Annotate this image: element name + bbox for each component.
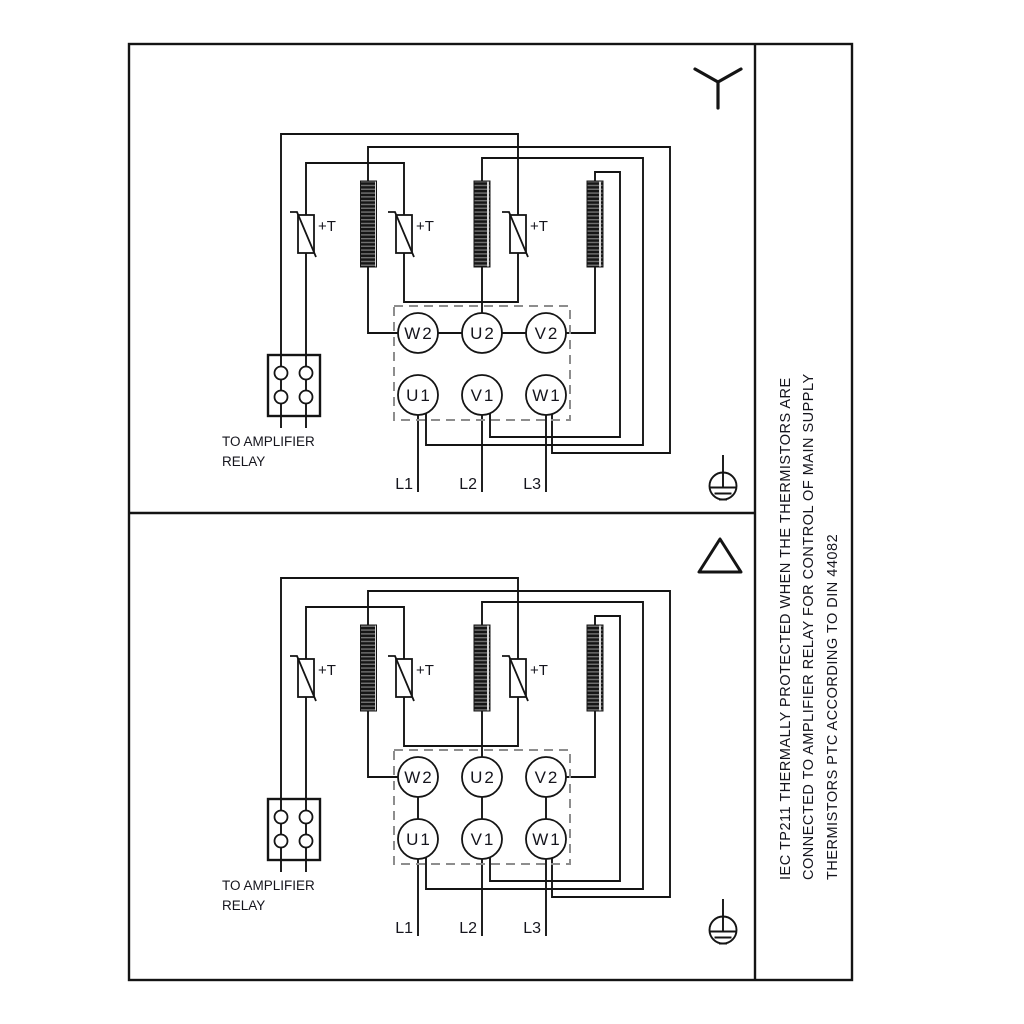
delta-icon — [699, 539, 741, 572]
thermistor-label: +T — [530, 218, 548, 235]
thermistor-symbol — [290, 212, 336, 257]
svg-text:V2: V2 — [534, 324, 560, 343]
relay-caption-line2: RELAY — [222, 898, 266, 913]
winding-coil-v — [587, 181, 603, 267]
terminal-u1 — [398, 375, 438, 415]
svg-text:W1: W1 — [532, 830, 562, 849]
supply-line-l1: L1 — [395, 476, 413, 493]
supply-line-l1: L1 — [395, 920, 413, 937]
thermistor-symbol — [388, 656, 434, 701]
terminal-w2 — [398, 757, 438, 797]
svg-text:W1: W1 — [532, 386, 562, 405]
thermistor-symbol — [502, 656, 548, 701]
protective-earth-icon — [710, 455, 737, 500]
svg-text:W2: W2 — [404, 768, 434, 787]
terminal-v1 — [462, 819, 502, 859]
terminal-v2 — [526, 313, 566, 353]
winding-coil-v — [587, 625, 603, 711]
winding-coil-w — [361, 625, 377, 711]
terminal-w1 — [526, 819, 566, 859]
relay-caption-line1: TO AMPLIFIER — [222, 878, 315, 893]
star-icon — [695, 69, 741, 108]
svg-text:U1: U1 — [406, 386, 432, 405]
winding-coil-u — [474, 181, 490, 267]
thermistor-label: +T — [318, 662, 336, 679]
thermistor-label: +T — [416, 218, 434, 235]
thermistor-symbol — [502, 212, 548, 257]
relay-caption-line1: TO AMPLIFIER — [222, 434, 315, 449]
svg-text:U2: U2 — [470, 324, 496, 343]
thermistor-label: +T — [530, 662, 548, 679]
thermistor-symbol — [388, 212, 434, 257]
supply-line-l3: L3 — [523, 476, 541, 493]
supply-line-l3: L3 — [523, 920, 541, 937]
svg-text:V2: V2 — [534, 768, 560, 787]
thermistor-label: +T — [416, 662, 434, 679]
supply-line-l2: L2 — [459, 920, 477, 937]
svg-text:V1: V1 — [470, 386, 496, 405]
side-note — [778, 373, 841, 880]
terminal-u2 — [462, 757, 502, 797]
supply-line-l2: L2 — [459, 476, 477, 493]
terminal-v1 — [462, 375, 502, 415]
delta-connection-diagram — [222, 539, 741, 944]
svg-text:U2: U2 — [470, 768, 496, 787]
terminal-w1 — [526, 375, 566, 415]
relay-caption-line2: RELAY — [222, 454, 266, 469]
svg-text:V1: V1 — [470, 830, 496, 849]
protective-earth-icon — [710, 899, 737, 944]
winding-coil-w — [361, 181, 377, 267]
terminal-v2 — [526, 757, 566, 797]
star-connection-diagram — [222, 69, 741, 500]
side-note-line2: CONNECTED TO AMPLIFIER RELAY FOR CONTROL OF MAIN SUPPLY — [801, 373, 817, 880]
side-note-line1: IEC TP211 THERMALLY PROTECTED WHEN THE THERMISTORS ARE — [778, 377, 794, 880]
thermistor-label: +T — [318, 218, 336, 235]
terminal-u1 — [398, 819, 438, 859]
terminal-w2 — [398, 313, 438, 353]
winding-coil-u — [474, 625, 490, 711]
svg-text:U1: U1 — [406, 830, 432, 849]
thermistor-symbol — [290, 656, 336, 701]
amplifier-relay-terminals — [268, 355, 320, 416]
amplifier-relay-terminals — [268, 799, 320, 860]
side-note-line3: THERMISTORS PTC ACCORDING TO DIN 44082 — [825, 533, 841, 880]
terminal-u2 — [462, 313, 502, 353]
svg-text:W2: W2 — [404, 324, 434, 343]
